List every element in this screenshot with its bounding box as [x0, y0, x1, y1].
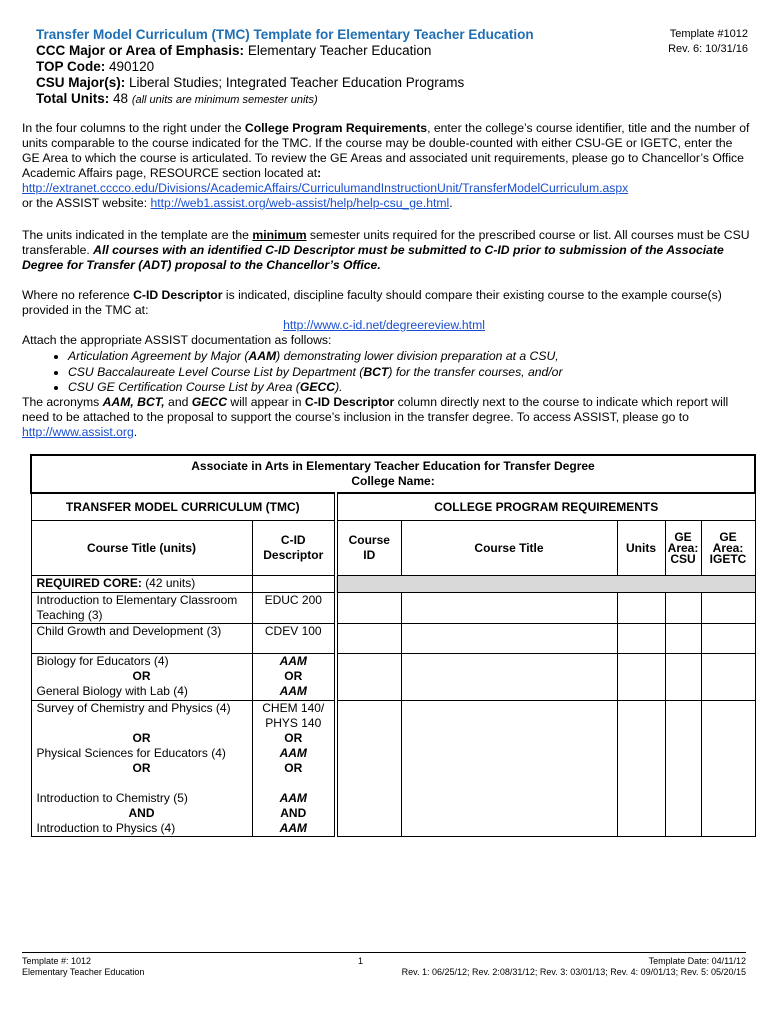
col-ge-igetc: GE Area: IGETC: [701, 521, 755, 576]
course-biology-options: Biology for Educators (4) OR General Biology with Lab (4): [31, 654, 252, 701]
assist-home-link[interactable]: http://www.assist.org: [22, 425, 134, 439]
footer-revisions: Rev. 1: 06/25/12; Rev. 2:08/31/12; Rev. 3: 03/01/13; Rev. 4: 09/01/13; Rev. 5: 05/20/15: [401, 967, 746, 977]
input-course-id[interactable]: [336, 593, 401, 624]
input-ge-csu[interactable]: [665, 654, 701, 701]
input-units[interactable]: [617, 654, 665, 701]
col-ge-csu: GE Area: CSU: [665, 521, 701, 576]
col-course-title-units: Course Title (units): [31, 521, 252, 576]
input-ge-csu[interactable]: [665, 701, 701, 837]
csu-major-line: CSU Major(s): Liberal Studies; Integrated Teacher Education Programs: [36, 75, 465, 90]
ccc-major-line: CCC Major or Area of Emphasis: Elementary Teacher Education: [36, 43, 432, 58]
input-ge-csu[interactable]: [665, 593, 701, 624]
intro-paragraph-3: Where no reference C-ID Descriptor is indicated, discipline faculty should compare their existing course to the example course(s) provided in the TMC at:: [22, 288, 722, 317]
intro-paragraph-5: The acronyms AAM, BCT, and GECC will appear in C-ID Descriptor column directly next to the course to indicate which report will need to be attached to the proposal to support the course’s inclusion in the transfer degree. To access ASSIST, please go to http://www.assist.org.: [22, 395, 729, 439]
footer-program-name: Elementary Teacher Education: [22, 967, 145, 977]
col-units: Units: [617, 521, 665, 576]
cccco-tmc-link[interactable]: http://extranet.cccco.edu/Divisions/AcademicAffairs/CurriculumandInstructionUnit/TransferModelCurriculum.aspx: [22, 181, 629, 195]
cid-educ200: EDUC 200: [252, 593, 336, 624]
tmc-section-header: TRANSFER MODEL CURRICULUM (TMC): [31, 493, 336, 521]
tmc-table: [30, 454, 756, 837]
input-course-title[interactable]: [401, 593, 617, 624]
list-item: • CSU Baccalaureate Level Course List by Department (BCT) for the transfer courses, and/or: [68, 365, 563, 381]
col-course-title: Course Title: [401, 521, 617, 576]
input-course-id[interactable]: [336, 624, 401, 654]
input-course-id[interactable]: [336, 701, 401, 837]
assist-doc-list: [22, 349, 563, 396]
intro-paragraph-2: The units indicated in the template are the minimum semester units required for the prescribed course or list. All courses must be CSU transferable. All courses with an identified C-ID Descriptor must be submitted to C-ID prior to submission of the Associate Degree for Transfer (ADT) proposal to the Chancellor’s Office.: [22, 228, 750, 272]
cid-physical-science: CHEM 140/ PHYS 140 OR AAM OR AAM AND AAM: [252, 701, 336, 837]
attach-instructions: Attach the appropriate ASSIST documentation as follows:: [22, 333, 332, 347]
revision-label: Rev. 6: 10/31/16: [668, 43, 748, 55]
input-units[interactable]: [617, 701, 665, 837]
input-course-title[interactable]: [401, 701, 617, 837]
input-ge-igetc[interactable]: [701, 654, 755, 701]
cid-biology: AAM OR AAM: [252, 654, 336, 701]
course-child-growth: Child Growth and Development (3): [31, 624, 252, 654]
input-units[interactable]: [617, 593, 665, 624]
list-item: • CSU GE Certification Course List by Area (GECC).: [68, 380, 563, 396]
grey-spacer: [336, 576, 755, 593]
input-course-title[interactable]: [401, 624, 617, 654]
col-course-id: Course ID: [336, 521, 401, 576]
page-number: 1: [358, 956, 364, 966]
course-intro-elem-teaching: Introduction to Elementary Classroom Teaching (3): [31, 593, 252, 624]
col-cid-descriptor: C-ID Descriptor: [252, 521, 336, 576]
input-ge-igetc[interactable]: [701, 701, 755, 837]
footer-template-number: Template #: 1012: [22, 956, 92, 966]
assist-ge-link[interactable]: http://web1.assist.org/web-assist/help/help-csu_ge.html: [150, 196, 450, 210]
list-item: • Articulation Agreement by Major (AAM) demonstrating lower division preparation at a CSU,: [68, 349, 563, 365]
input-course-title[interactable]: [401, 654, 617, 701]
course-physical-science-options: Survey of Chemistry and Physics (4) OR Physical Sciences for Educators (4) OR Introduction to Chemistry (5) AND Introduction to Physics (4): [31, 701, 252, 837]
document-title: Transfer Model Curriculum (TMC) Template for Elementary Teacher Education: [36, 27, 534, 42]
intro-paragraph-1: In the four columns to the right under the College Program Requirements, enter the college’s course identifier, title and the number of units comparable to the course indicated for the TMC. If the course may be double-counted with either CSU-GE or IGETC, enter the GE Area to which the course is articulated. To review the GE Areas and associated unit requirements, please go to Chancellor’s Office Academic Affairs page, RESOURCE section located at: http://extranet.cccco.edu/Divisions/AcademicAffairs/CurriculumandInstructionUnit/TransferModelCurriculum.aspx or the ASSIST website: http://web1.assist.org/web-assist/help/help-csu_ge.html.: [22, 121, 750, 210]
template-info: [668, 27, 748, 57]
cid-degree-review-link[interactable]: http://www.c-id.net/degreereview.html: [283, 318, 485, 332]
cid-cdev100: CDEV 100: [252, 624, 336, 654]
footer-template-date: Template Date: 04/11/12: [648, 956, 746, 966]
input-ge-igetc[interactable]: [701, 593, 755, 624]
page-footer: [22, 952, 746, 977]
required-core-label: REQUIRED CORE: (42 units): [31, 576, 252, 593]
input-ge-csu[interactable]: [665, 624, 701, 654]
total-units-line: Total Units: 48 (all units are minimum semester units): [36, 91, 318, 106]
input-ge-igetc[interactable]: [701, 624, 755, 654]
top-code-line: TOP Code: 490120: [36, 59, 155, 74]
cid-link-wrap: [0, 318, 768, 332]
table-title: Associate in Arts in Elementary Teacher Education for Transfer Degree College Name:: [31, 455, 755, 493]
template-number: Template #1012: [669, 28, 748, 40]
input-course-id[interactable]: [336, 654, 401, 701]
college-program-header: COLLEGE PROGRAM REQUIREMENTS: [336, 493, 755, 521]
input-units[interactable]: [617, 624, 665, 654]
